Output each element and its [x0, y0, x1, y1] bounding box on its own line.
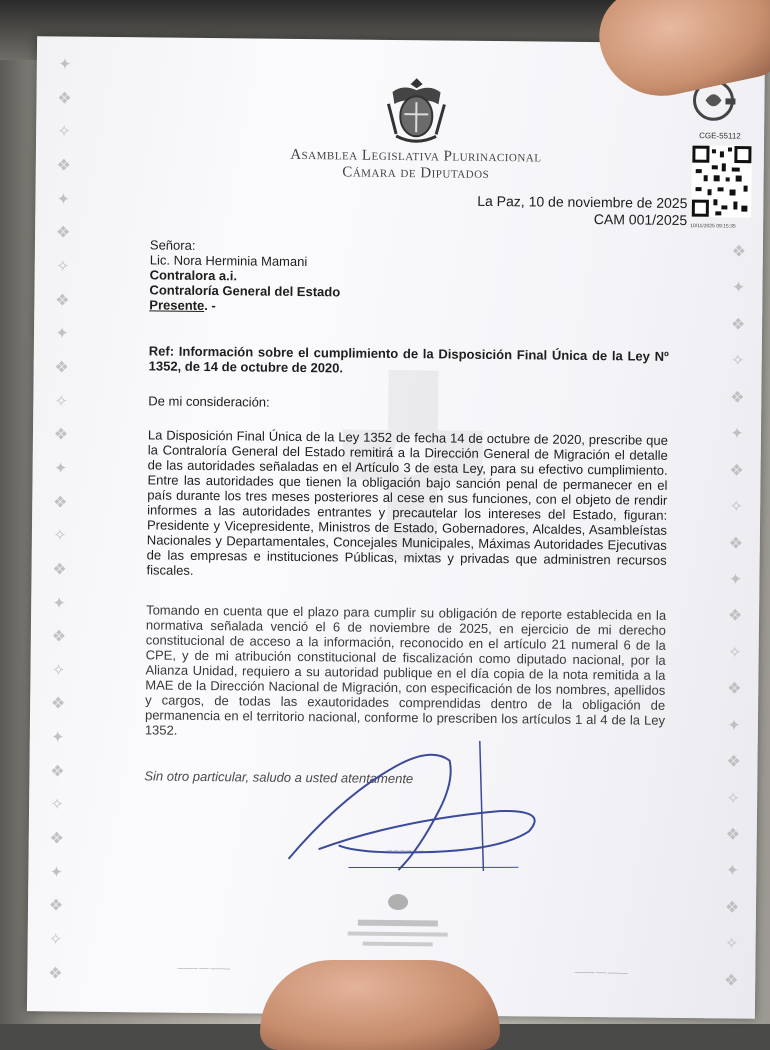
letterhead: [186, 146, 646, 185]
coat-of-arms-icon: [382, 74, 451, 147]
addressee-title: Contralora a.i.: [149, 267, 238, 284]
reference-subject: Ref: Información sobre el cumplimiento de la Disposición Final Única de la Ley Nº 1352, de 14 de octubre de 2020.: [148, 343, 669, 376]
presente-word: Presente: [149, 297, 205, 313]
letterhead-line-1: Asamblea Legislativa Plurinacional: [290, 146, 542, 166]
presente-suffix: . -: [204, 297, 216, 314]
letterhead-line-2: Cámara de Diputados: [342, 164, 490, 182]
addressee-name: Lic. Nora Herminia Mamani: [149, 252, 308, 270]
decorative-border-left: ✦ ❖ ✧ ❖ ✦ ❖ ✧ ❖ ✦ ❖ ✧ ❖ ✦ ❖ ✧ ❖ ✦ ❖ ✧ ❖ ✦ ❖ ✧ ❖ ✦ ❖ ✧ ❖: [48, 54, 72, 983]
qr-code-icon: [691, 145, 752, 218]
date-block: [415, 192, 687, 229]
decorative-border-right: ❖ ✦ ❖ ✧ ❖ ✦ ❖ ✧ ❖ ✦ ❖ ✧ ❖ ✦ ❖ ✧ ❖ ✦ ❖ ✧ ❖: [724, 241, 747, 990]
greeting: De mi consideración:: [148, 393, 270, 410]
addressee-block: [149, 237, 670, 317]
signature-stamp-line: — — — — — — —: [386, 847, 431, 855]
letter-page: [27, 36, 765, 1019]
addressee-institution: Contraloría General del Estado: [149, 282, 341, 300]
closing-line: Sin otro particular, saludo a usted atentamente: [144, 768, 414, 787]
cge-code: CGE-55112: [699, 131, 741, 141]
footer-left-mark: ———— —— ————: [177, 965, 231, 973]
body-paragraph-2: Tomando en cuenta que el plazo para cumplir su obligación de reporte establecida en la normativa señalada venció el 6 de noviembre de 2025, en ejercicio de mi derecho constitucional de acceso a la información, reconocido en el artículo 21 numeral 6 de la CPE, y de mi atribución constitucional de fiscalización como diputado nacional, por la Alianza Unidad, requiero a su autoridad publique en el día copia de la nota remitida a la MAE de la Dirección Nacional de Migración, con especificación de los nombres, apellidos y cargos, de todas las exautoridades comprendidas dentro de la obligación de permanencia en el territorio nacional, conforme lo prescriben los artículos 1 al 4 de la Ley 1352.: [144, 602, 667, 738]
body-paragraph-1: La Disposición Final Única de la Ley 1352 de fecha 14 de octubre de 2020, prescribe que la Contraloría General del Estado remitirá a la Dirección General de Migración el detalle de las autoridades señaladas en el Artículo 3 de esta Ley, para su efectivo cumplimiento. Entre las autoridades que tienen la obligación bajo sanción penal de permanecer en el país durante los tres meses posteriores al cese en sus funciones, con el objeto de rendir informes a las autoridades entrantes y precautelar los intereses del Estado, figuran: Presidente y Vicepresidente, Ministros de Estado, Gobernadores, Alcaldes, Asambleístas Nacionales y Departamentales, Concejales Municipales, Máximas Autoridades Ejecutivas de las empresas e instituciones Públicas, mixtas y privadas que administren recursos fiscales.: [146, 427, 669, 578]
qr-timestamp: 10/11/2025 09:15:35: [690, 223, 736, 230]
handwritten-signature: [278, 739, 559, 882]
footer-right-mark: ———— —— ————: [574, 969, 628, 977]
date-line: La Paz, 10 de noviembre de 2025: [477, 192, 688, 212]
hand-thumb-bottom: [260, 960, 500, 1050]
bottom-stamp-icon: [327, 889, 468, 970]
addressee-salutation: Señora:: [149, 237, 196, 253]
reference-code: CAM 001/2025: [593, 211, 688, 229]
